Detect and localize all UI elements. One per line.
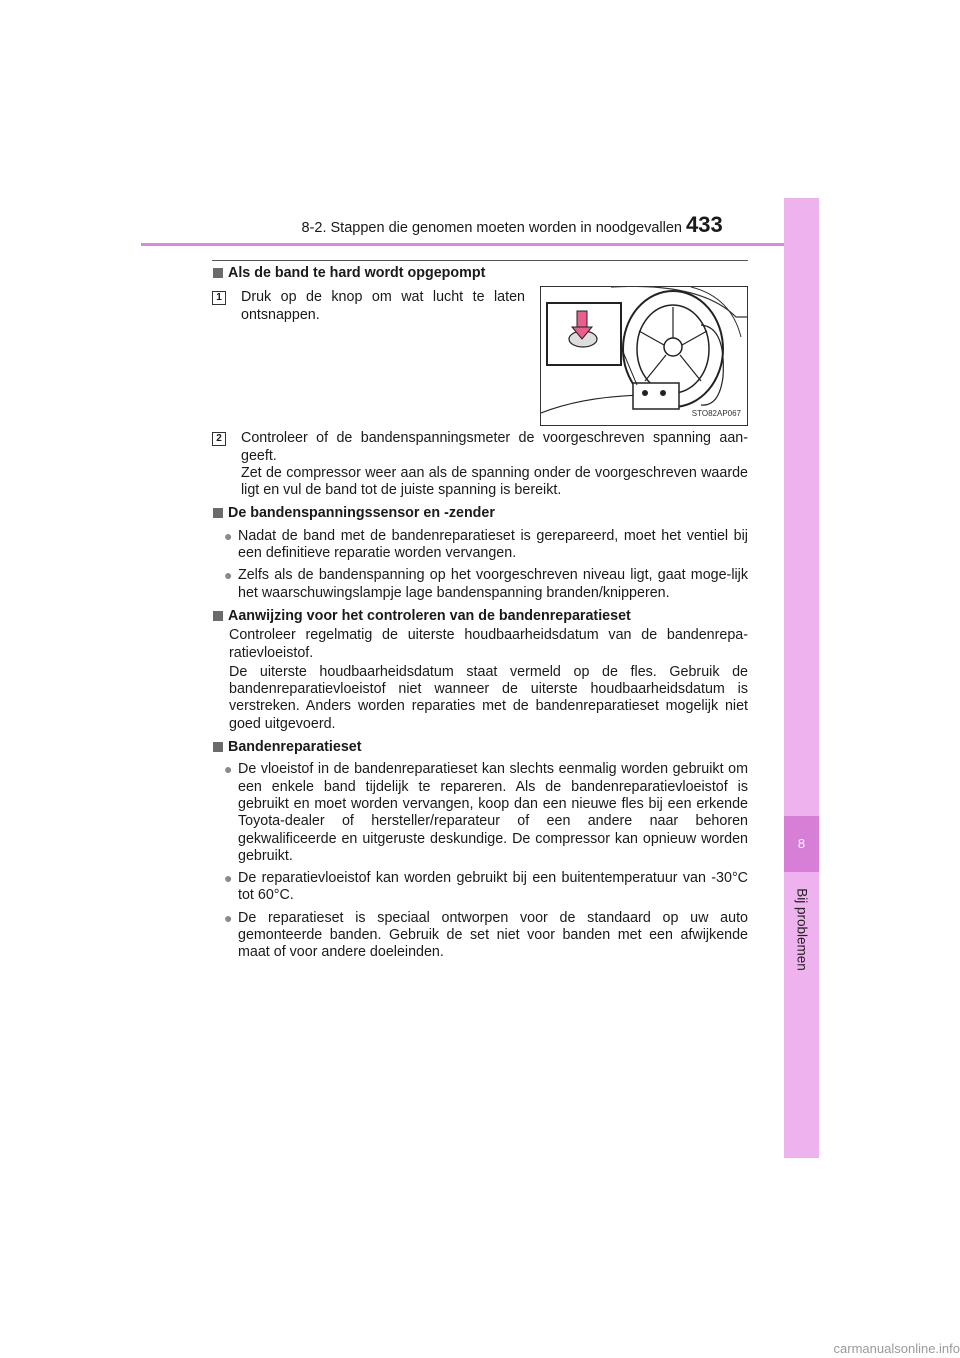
figure-tire-compressor (540, 286, 748, 426)
side-tab-label: Bij problemen (794, 888, 810, 971)
square-bullet-icon (213, 508, 223, 518)
circle-bullet-icon: ● (224, 567, 233, 584)
side-tab[interactable] (784, 198, 819, 1158)
square-bullet-icon (213, 268, 223, 278)
circle-bullet-icon: ● (224, 870, 233, 887)
page-number: 433 (686, 212, 723, 237)
list-item: ● Zelfs als de bandenspanning op het voorgeschreven niveau ligt, gaat moge-lijk het waarschuwingslampje lage bandenspanning branden/knipperen. (224, 567, 748, 601)
step-1 (212, 289, 525, 324)
paragraph: Controleer regelmatig de uiterste houdbaarheidsdatum van de bandenrepa-ratievloeistof. (229, 627, 748, 661)
circle-bullet-icon: ● (224, 527, 233, 544)
square-bullet-icon (213, 611, 223, 621)
content-rule (212, 260, 748, 261)
step-number: 1 (212, 291, 226, 305)
circle-bullet-icon: ● (224, 761, 233, 778)
square-bullet-icon (213, 742, 223, 752)
figure-code: STO82AP067 (691, 409, 741, 418)
header-section-title: 8-2. Stappen die genomen moeten worden in noodgevallen (301, 220, 682, 236)
circle-bullet-icon: ● (224, 909, 233, 926)
watermark: carmanualsonline.info (833, 1341, 960, 1356)
header-rule (141, 243, 819, 246)
side-tab-number[interactable]: 8 (784, 816, 819, 872)
section-heading: Als de band te hard wordt opgepompt (212, 265, 748, 282)
paragraph: De uiterste houdbaarheidsdatum staat vermeld op de fles. Gebruik de bandenreparatievloeistof niet wanneer de uiterste houdbaarheidsdatum is verstreken. Anders worden reparaties met de bandenreparatieset mogelijk niet goed uitgevoerd. (229, 663, 748, 732)
section-heading: Aanwijzing voor het controleren van de bandenreparatieset (212, 608, 748, 625)
step-text-2: Zet de compressor weer aan als de spanning onder de voorgeschreven waarde ligt en vul de band tot de juiste spanning is bereikt. (241, 464, 748, 499)
list-item: ● De vloeistof in de bandenreparatieset kan slechts eenmalig worden gebruikt om een enkele band tijdelijk te repareren. Als de bandenreparatievloeistof is gebruikt en moet worden vervangen, koop dan een nieuwe fles bij een erkende Toyota-dealer of hersteller/reparateur of een andere naar behoren gekwalificeerde en uitgeruste deskundige. De compressor kan opnieuw worden gebruikt. (224, 761, 748, 864)
step-text: Controleer of de bandenspanningsmeter de voorgeschreven spanning aan-geeft. (241, 430, 748, 464)
step-2 (212, 430, 748, 499)
content (212, 265, 748, 962)
section-heading: Bandenreparatieset (212, 739, 748, 756)
section-heading: De bandenspanningssensor en -zender (212, 505, 748, 522)
list-item: ● De reparatievloeistof kan worden gebruikt bij een buitentemperatuur van -30°C tot 60°C. (224, 870, 748, 904)
step-number: 2 (212, 432, 226, 446)
step-with-figure (212, 282, 748, 426)
list-item: ● Nadat de band met de bandenreparatieset is gerepareerd, moet het ventiel bij een definitieve reparatie worden vervangen. (224, 527, 748, 562)
list-item: ● De reparatieset is speciaal ontworpen voor de standaard op uw auto gemonteerde banden. Gebruik de set niet voor banden met een afwijkende maat of voor andere doeleinden. (224, 909, 748, 961)
step-text: Druk op de knop om wat lucht te laten ontsnappen. (241, 289, 525, 323)
